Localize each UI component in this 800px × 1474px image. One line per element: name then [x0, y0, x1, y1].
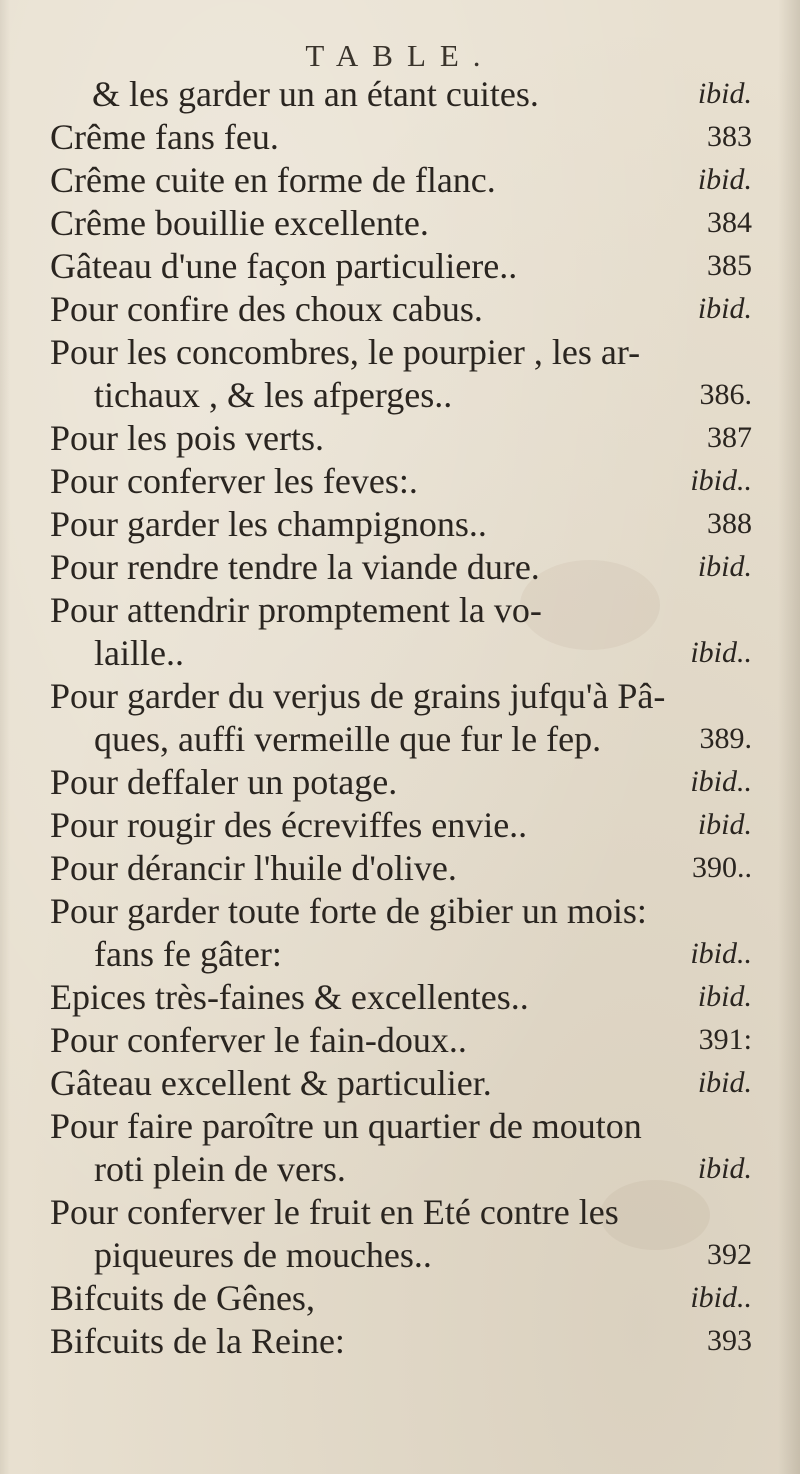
index-entry [0, 719, 800, 759]
index-entry [0, 418, 800, 458]
entry-text: Pour confire des choux cabus. [50, 289, 483, 329]
page-title: TABLE. [305, 38, 495, 73]
entry-page-ref: ibid. [697, 292, 752, 325]
entry-text: Pour garder du verjus de grains jufqu'à Pâ- [50, 676, 666, 716]
index-entry [0, 547, 800, 587]
entry-text: roti plein de vers. [94, 1149, 346, 1189]
index-entry [0, 504, 800, 544]
entry-text: Bifcuits de Gênes, [50, 1278, 315, 1318]
entry-text: tichaux , & les afperges.. [94, 375, 453, 415]
entry-page-ref: ibid. [697, 808, 752, 841]
index-entry [0, 977, 800, 1017]
index-entry [0, 805, 800, 845]
entry-text: Gâteau excellent & particulier. [50, 1063, 492, 1103]
entry-text: piqueures de mouches.. [94, 1235, 432, 1275]
entry-page-ref: 392 [707, 1238, 752, 1271]
entry-text: Pour garder les champignons.. [50, 504, 487, 544]
index-entry [0, 762, 800, 802]
entry-page-ref: ibid. [697, 1152, 752, 1185]
index-entry [0, 1192, 800, 1232]
index-entry [0, 590, 800, 630]
entry-page-ref: 386. [699, 378, 752, 411]
index-entry [0, 332, 800, 372]
index-entry [0, 891, 800, 931]
entry-page-ref: 390.. [692, 851, 752, 884]
index-entry [0, 1321, 800, 1361]
entry-page-ref: ibid. [697, 163, 752, 196]
entry-page-ref: ibid. [697, 77, 752, 110]
entry-page-ref: 384 [707, 206, 752, 239]
entry-page-ref: ibid.. [690, 636, 752, 669]
entry-page-ref: ibid.. [690, 1281, 752, 1314]
entry-text: Bifcuits de la Reine: [50, 1321, 345, 1361]
index-entry [0, 203, 800, 243]
index-entry [0, 1106, 800, 1146]
index-entry [0, 848, 800, 888]
entry-text: Pour les concombres, le pourpier , les ar- [50, 332, 641, 372]
entry-text: Crême cuite en forme de flanc. [50, 160, 496, 200]
entry-text: Pour faire paroître un quartier de mouton [50, 1106, 642, 1146]
entry-text: Pour garder toute forte de gibier un mois: [50, 891, 647, 931]
entry-page-ref: ibid.. [690, 937, 752, 970]
entry-text: ques, auffi vermeille que fur le fep. [94, 719, 602, 759]
entry-page-ref: 383 [707, 120, 752, 153]
entry-page-ref: 391: [698, 1023, 752, 1056]
entry-text: & les garder un an étant cuites. [92, 74, 539, 114]
entry-text: Pour conferver le fruit en Eté contre les [50, 1192, 619, 1232]
entry-page-ref: ibid. [697, 1066, 752, 1099]
index-entry [0, 461, 800, 501]
entry-text: laille.. [94, 633, 184, 673]
entry-text: Gâteau d'une façon particuliere.. [50, 246, 518, 286]
index-entry [0, 1149, 800, 1189]
index-entry [0, 1278, 800, 1318]
entry-text: Pour rougir des écreviffes envie.. [50, 805, 528, 845]
entry-page-ref: 389. [699, 722, 752, 755]
entry-text: Pour rendre tendre la viande dure. [50, 547, 540, 587]
entry-text: Epices très-faines & excellentes.. [50, 977, 529, 1017]
entry-page-ref: 385 [707, 249, 752, 282]
index-entry [0, 375, 800, 415]
index-entry [0, 160, 800, 200]
entry-page-ref: 388 [707, 507, 752, 540]
entry-text: Pour dérancir l'huile d'olive. [50, 848, 457, 888]
entry-page-ref: ibid.. [690, 464, 752, 497]
entry-text: Pour deffaler un potage. [50, 762, 398, 802]
index-entry [0, 246, 800, 286]
index-entry [0, 633, 800, 673]
entry-page-ref: ibid. [697, 550, 752, 583]
entry-text: Crême bouillie excellente. [50, 203, 429, 243]
index-entry [0, 1020, 800, 1060]
index-entry [0, 117, 800, 157]
index-entry [0, 289, 800, 329]
entry-text: Crême fans feu. [50, 117, 279, 157]
entry-page-ref: 387 [707, 421, 752, 454]
index-entry [0, 934, 800, 974]
entry-text: fans fe gâter: [94, 934, 282, 974]
entry-text: Pour conferver le fain-doux.. [50, 1020, 467, 1060]
entry-page-ref: ibid. [697, 980, 752, 1013]
index-entry [0, 1235, 800, 1275]
index-entry [0, 1063, 800, 1103]
entry-page-ref: 393 [707, 1324, 752, 1357]
entry-text: Pour conferver les feves:. [50, 461, 418, 501]
index-entry [0, 74, 800, 114]
entry-page-ref: ibid.. [690, 765, 752, 798]
index-entry [0, 676, 800, 716]
entry-text: Pour attendrir promptement la vo- [50, 590, 542, 630]
entry-text: Pour les pois verts. [50, 418, 324, 458]
